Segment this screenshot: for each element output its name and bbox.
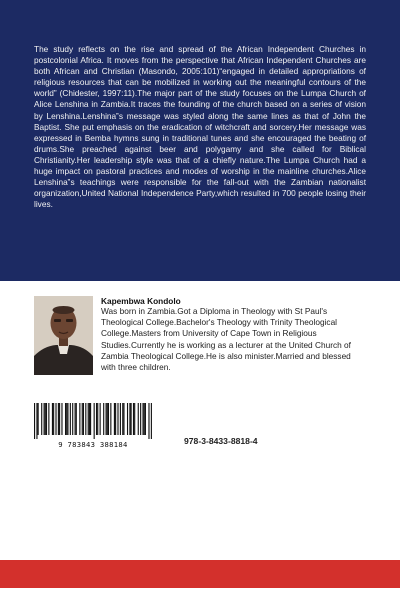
barcode-bar <box>85 403 86 435</box>
barcode-bar <box>120 403 121 435</box>
barcode-bar <box>96 403 97 435</box>
barcode-bar <box>83 403 84 435</box>
barcode-bar <box>82 403 83 435</box>
barcode-bar <box>89 403 90 435</box>
barcode-bar <box>133 403 134 435</box>
barcode-bar <box>66 403 67 435</box>
barcode-bar <box>88 403 89 435</box>
barcode-digits: 9 783843 388184 <box>58 440 128 449</box>
barcode-bar <box>53 403 54 435</box>
barcode-bar <box>103 403 104 435</box>
back-cover-top-band <box>0 0 400 281</box>
barcode-bar <box>114 403 115 435</box>
barcode-bar <box>75 403 76 435</box>
author-photo <box>34 296 93 375</box>
barcode-bar <box>144 403 145 435</box>
barcode-bar <box>134 403 135 435</box>
book-synopsis: The study reflects on the rise and spread of the African Independent Churches in postcolonial Africa. It moves from the perspective that African Independent Churches are both African and Christian (Masondo, 2005:101)“engaged in detailed appropriations of religious resources that can be mobilized in working out the meaningful contours of the world” (Chidester, 1997:11).The major part of the study focuses on the Lumpa Church of Alice Lenshina in Zambia.It traces the founding of the church based on a series of vision by Lenshina.Lenshina‟s message was styled along the same lines as that of John the Baptist. She put emphasis on the eradication of witchcraft and sorcery.Her message was expressed in Bemba hymns sung in traditional tunes and she encouraged the beating of drums.She preached against beer and polygamy and she called for Biblical Christianity.Her leadership style was that of a chiefly nature.The Lumpa Church had a huge impact on pastoral practices and modes of worship in the mainline churches.Alice Lenshina‟s teachings were responsible for the fall-out with the Zambian nationalist organization,United National Independence Party,which resulted in 700 people losing their lives. <box>34 44 366 210</box>
barcode-bar <box>100 403 101 435</box>
barcode-bar <box>138 403 139 435</box>
barcode-bar <box>59 403 60 435</box>
barcode-bar <box>55 403 56 435</box>
barcode-bar <box>61 403 62 435</box>
barcode-bar <box>76 403 77 435</box>
isbn-number: 978-3-8433-8818-4 <box>184 436 258 446</box>
author-name: Kapembwa Kondolo <box>101 296 181 306</box>
barcode-bar <box>48 403 49 435</box>
barcode-bar <box>115 403 116 435</box>
barcode-bar <box>117 403 118 435</box>
barcode-bar <box>52 403 53 435</box>
barcode-bar <box>58 403 59 435</box>
barcode-bar <box>65 403 66 435</box>
barcode-bar <box>90 403 91 435</box>
barcode-bar <box>72 403 73 435</box>
barcode-bar <box>131 403 132 435</box>
barcode-bar <box>36 403 37 439</box>
barcode-bar <box>145 403 146 435</box>
barcode-bars <box>32 403 154 439</box>
barcode-bar <box>46 403 47 435</box>
barcode-bar <box>122 403 123 435</box>
barcode-bar <box>44 403 45 435</box>
author-biography: Was born in Zambia.Got a Diploma in Theology with St Paul's Theological College.Bachelor's Theology with Trinity Theological College.Masters from University of Cape Town in Religious Studies.Currently he is working as a lecturer at the United Church of Zambia Theological College.He is also minister.Married and blessed with three children. <box>101 306 351 373</box>
barcode-bar <box>127 403 128 435</box>
barcode-bar <box>97 403 98 435</box>
barcode-bar <box>107 403 108 435</box>
barcode-bar <box>106 403 107 435</box>
barcode-bar <box>67 403 68 435</box>
barcode-bar <box>140 403 141 435</box>
barcode-bar <box>148 403 149 439</box>
barcode-bar <box>70 403 71 435</box>
barcode-bar <box>142 403 143 435</box>
author-portrait-image <box>34 296 93 375</box>
barcode-bar <box>151 403 152 439</box>
barcode-bar <box>108 403 109 435</box>
barcode-bar <box>38 403 39 435</box>
barcode-bar <box>79 403 80 435</box>
barcode-bar <box>110 403 111 435</box>
back-cover-bottom-band <box>0 560 400 588</box>
barcode-bar <box>41 403 42 435</box>
barcode-bar <box>123 403 124 435</box>
barcode-bar <box>45 403 46 435</box>
barcode-bar <box>94 403 95 439</box>
barcode-bar <box>129 403 130 435</box>
barcode-bar <box>34 403 35 439</box>
